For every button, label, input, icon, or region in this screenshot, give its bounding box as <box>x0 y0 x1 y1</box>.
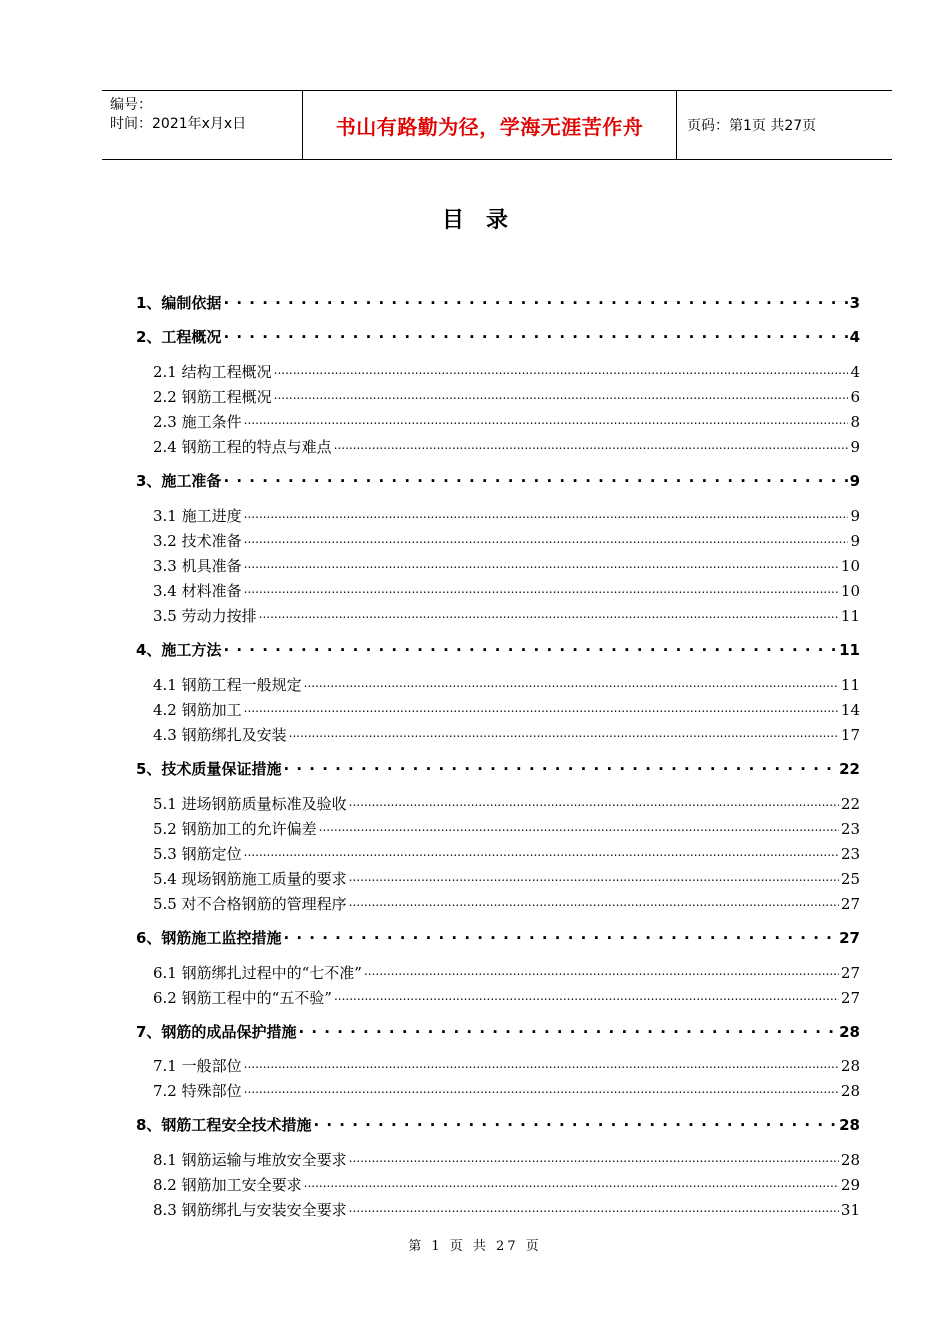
toc-dot-leader <box>259 606 839 621</box>
toc-dot-leader <box>349 1200 839 1215</box>
toc-entry-page: 28 <box>839 1116 860 1134</box>
toc-dot-leader <box>304 675 839 690</box>
toc-entry-page: 25 <box>840 870 860 888</box>
toc-entry-title: 1、编制依据 <box>136 294 222 312</box>
toc-dot-leader <box>223 293 847 308</box>
toc-dot-leader <box>349 894 839 909</box>
toc-dot-leader <box>223 327 847 342</box>
toc-section-entry[interactable] <box>136 927 860 948</box>
toc-section-entry[interactable] <box>136 470 860 491</box>
toc-subsection-entry[interactable] <box>153 893 860 914</box>
toc-entry-page: 8 <box>850 413 860 431</box>
toc-entry-page: 3 <box>849 294 860 312</box>
toc-title: 目录 <box>441 208 530 233</box>
toc-dot-leader <box>283 759 837 774</box>
toc-dot-leader <box>349 794 839 809</box>
toc-entry-page: 28 <box>840 1151 860 1169</box>
toc-dot-leader <box>244 700 839 715</box>
toc-section-entry[interactable] <box>136 639 860 660</box>
toc-entry-title: 3.4 材料准备 <box>153 582 242 600</box>
toc-section-entry[interactable] <box>136 1021 860 1042</box>
toc-subsection-entry[interactable] <box>153 436 860 457</box>
document-time-label: 时间：2021年x月x日 <box>110 116 247 132</box>
toc-dot-leader <box>334 988 839 1003</box>
toc-entry-page: 28 <box>840 1057 860 1075</box>
toc-subsection-entry[interactable] <box>153 843 860 864</box>
toc-dot-leader <box>244 506 849 521</box>
toc-entry-title: 5、技术质量保证措施 <box>136 760 282 778</box>
toc-subsection-entry[interactable] <box>153 505 860 526</box>
toc-subsection-entry[interactable] <box>153 1174 860 1195</box>
toc-subsection-entry[interactable] <box>153 962 860 983</box>
toc-dot-leader <box>244 531 849 546</box>
toc-entry-title: 7、钢筋的成品保护措施 <box>136 1023 297 1041</box>
toc-entry-page: 6 <box>850 388 860 406</box>
toc-dot-leader <box>349 1150 839 1165</box>
toc-entry-title: 2.4 钢筋工程的特点与难点 <box>153 438 332 456</box>
toc-subsection-entry[interactable] <box>153 868 860 889</box>
toc-entry-title: 3.2 技术准备 <box>153 532 242 550</box>
toc-dot-leader <box>313 1115 837 1130</box>
page-footer: 第 1 页 共 27 页 <box>408 1239 542 1254</box>
toc-subsection-entry[interactable] <box>153 818 860 839</box>
toc-dot-leader <box>244 581 839 596</box>
toc-subsection-entry[interactable] <box>153 699 860 720</box>
toc-section-entry[interactable] <box>136 758 860 779</box>
header-page-info: 页码：第1页 共27页 <box>687 118 817 134</box>
toc-entry-title: 8.3 钢筋绑扎与安装安全要求 <box>153 1201 347 1219</box>
toc-entry-title: 6.1 钢筋绑扎过程中的“七不准” <box>153 964 362 982</box>
toc-entry-title: 5.5 对不合格钢筋的管理程序 <box>153 895 347 913</box>
toc-entry-title: 2.1 结构工程概况 <box>153 363 272 381</box>
toc-dot-leader <box>298 1022 837 1037</box>
toc-subsection-entry[interactable] <box>153 555 860 576</box>
toc-entry-page: 27 <box>840 989 860 1007</box>
toc-entry-page: 4 <box>849 328 860 346</box>
toc-entry-page: 9 <box>849 472 860 490</box>
toc-entry-title: 7.2 特殊部位 <box>153 1082 242 1100</box>
toc-entry-title: 8.2 钢筋加工安全要求 <box>153 1176 302 1194</box>
toc-entry-title: 5.4 现场钢筋施工质量的要求 <box>153 870 347 888</box>
toc-entry-title: 2.2 钢筋工程概况 <box>153 388 272 406</box>
toc-entry-title: 6、钢筋施工监控措施 <box>136 929 282 947</box>
toc-dot-leader <box>244 412 849 427</box>
toc-dot-leader <box>244 556 839 571</box>
toc-entry-page: 22 <box>840 795 860 813</box>
toc-entry-title: 8、钢筋工程安全技术措施 <box>136 1116 312 1134</box>
header-page-cell <box>677 91 892 159</box>
toc-entry-page: 9 <box>850 532 860 550</box>
toc-entry-title: 5.3 钢筋定位 <box>153 845 242 863</box>
toc-entry-page: 28 <box>840 1082 860 1100</box>
toc-subsection-entry[interactable] <box>153 724 860 745</box>
toc-entry-page: 11 <box>839 641 860 659</box>
toc-entry-title: 4、施工方法 <box>136 641 222 659</box>
toc-subsection-entry[interactable] <box>153 674 860 695</box>
toc-entry-title: 6.2 钢筋工程中的“五不验” <box>153 989 332 1007</box>
toc-entry-page: 11 <box>840 676 860 694</box>
toc-entry-title: 4.3 钢筋绑扎及安装 <box>153 726 287 744</box>
toc-dot-leader <box>244 1081 839 1096</box>
toc-subsection-entry[interactable] <box>153 793 860 814</box>
header-motto: 书山有路勤为径，学海无涯苦作舟 <box>335 114 644 139</box>
toc-subsection-entry[interactable] <box>153 411 860 432</box>
toc-entry-title: 2.3 施工条件 <box>153 413 242 431</box>
toc-entry-title: 7.1 一般部位 <box>153 1057 242 1075</box>
toc-entry-page: 9 <box>850 438 860 456</box>
toc-entry-page: 10 <box>840 582 860 600</box>
toc-entry-page: 29 <box>840 1176 860 1194</box>
toc-dot-leader <box>244 844 839 859</box>
document-number-label: 编号： <box>110 97 152 113</box>
toc-entry-page: 23 <box>840 820 860 838</box>
toc-entry-page: 14 <box>840 701 860 719</box>
toc-dot-leader <box>223 640 837 655</box>
toc-entry-page: 27 <box>840 964 860 982</box>
toc-subsection-entry[interactable] <box>153 605 860 626</box>
toc-entry-page: 4 <box>850 363 860 381</box>
toc-subsection-entry[interactable] <box>153 1055 860 1076</box>
toc-entry-title: 3.5 劳动力按排 <box>153 607 257 625</box>
toc-entry-title: 2、工程概况 <box>136 328 222 346</box>
toc-entry-page: 10 <box>840 557 860 575</box>
toc-entry-title: 3、施工准备 <box>136 472 222 490</box>
toc-entry-page: 23 <box>840 845 860 863</box>
toc-section-entry[interactable] <box>136 292 860 313</box>
toc-dot-leader <box>283 928 837 943</box>
toc-entry-page: 31 <box>840 1201 860 1219</box>
toc-entry-title: 3.3 机具准备 <box>153 557 242 575</box>
toc-subsection-entry[interactable] <box>153 580 860 601</box>
toc-subsection-entry[interactable] <box>153 1080 860 1101</box>
toc-entry-title: 3.1 施工进度 <box>153 507 242 525</box>
toc-subsection-entry[interactable] <box>153 386 860 407</box>
toc-subsection-entry[interactable] <box>153 987 860 1008</box>
toc-dot-leader <box>289 725 839 740</box>
toc-dot-leader <box>349 869 839 884</box>
toc-entry-page: 27 <box>839 929 860 947</box>
toc-dot-leader <box>274 387 849 402</box>
toc-subsection-entry[interactable] <box>153 1149 860 1170</box>
toc-section-entry[interactable] <box>136 326 860 347</box>
toc-dot-leader <box>274 362 849 377</box>
toc-entry-title: 8.1 钢筋运输与堆放安全要求 <box>153 1151 347 1169</box>
toc-dot-leader <box>223 471 847 486</box>
toc-entry-title: 4.1 钢筋工程一般规定 <box>153 676 302 694</box>
toc-entry-page: 9 <box>850 507 860 525</box>
toc-entry-page: 27 <box>840 895 860 913</box>
header-motto-cell <box>303 91 677 159</box>
toc-entry-title: 4.2 钢筋加工 <box>153 701 242 719</box>
toc-entry-title: 5.1 进场钢筋质量标准及验收 <box>153 795 347 813</box>
toc-entry-page: 11 <box>840 607 860 625</box>
toc-dot-leader <box>304 1175 839 1190</box>
toc-entry-page: 17 <box>840 726 860 744</box>
toc-entry-page: 28 <box>839 1023 860 1041</box>
page-header <box>102 90 892 160</box>
toc-entry-title: 5.2 钢筋加工的允许偏差 <box>153 820 317 838</box>
header-left-cell <box>102 91 303 159</box>
toc-dot-leader <box>364 963 839 978</box>
toc-subsection-entry[interactable] <box>153 361 860 382</box>
toc-subsection-entry[interactable] <box>153 1199 860 1220</box>
toc-dot-leader <box>319 819 839 834</box>
toc-entry-page: 22 <box>839 760 860 778</box>
toc-section-entry[interactable] <box>136 1114 860 1135</box>
toc-dot-leader <box>244 1056 839 1071</box>
toc-subsection-entry[interactable] <box>153 530 860 551</box>
toc-dot-leader <box>334 437 849 452</box>
